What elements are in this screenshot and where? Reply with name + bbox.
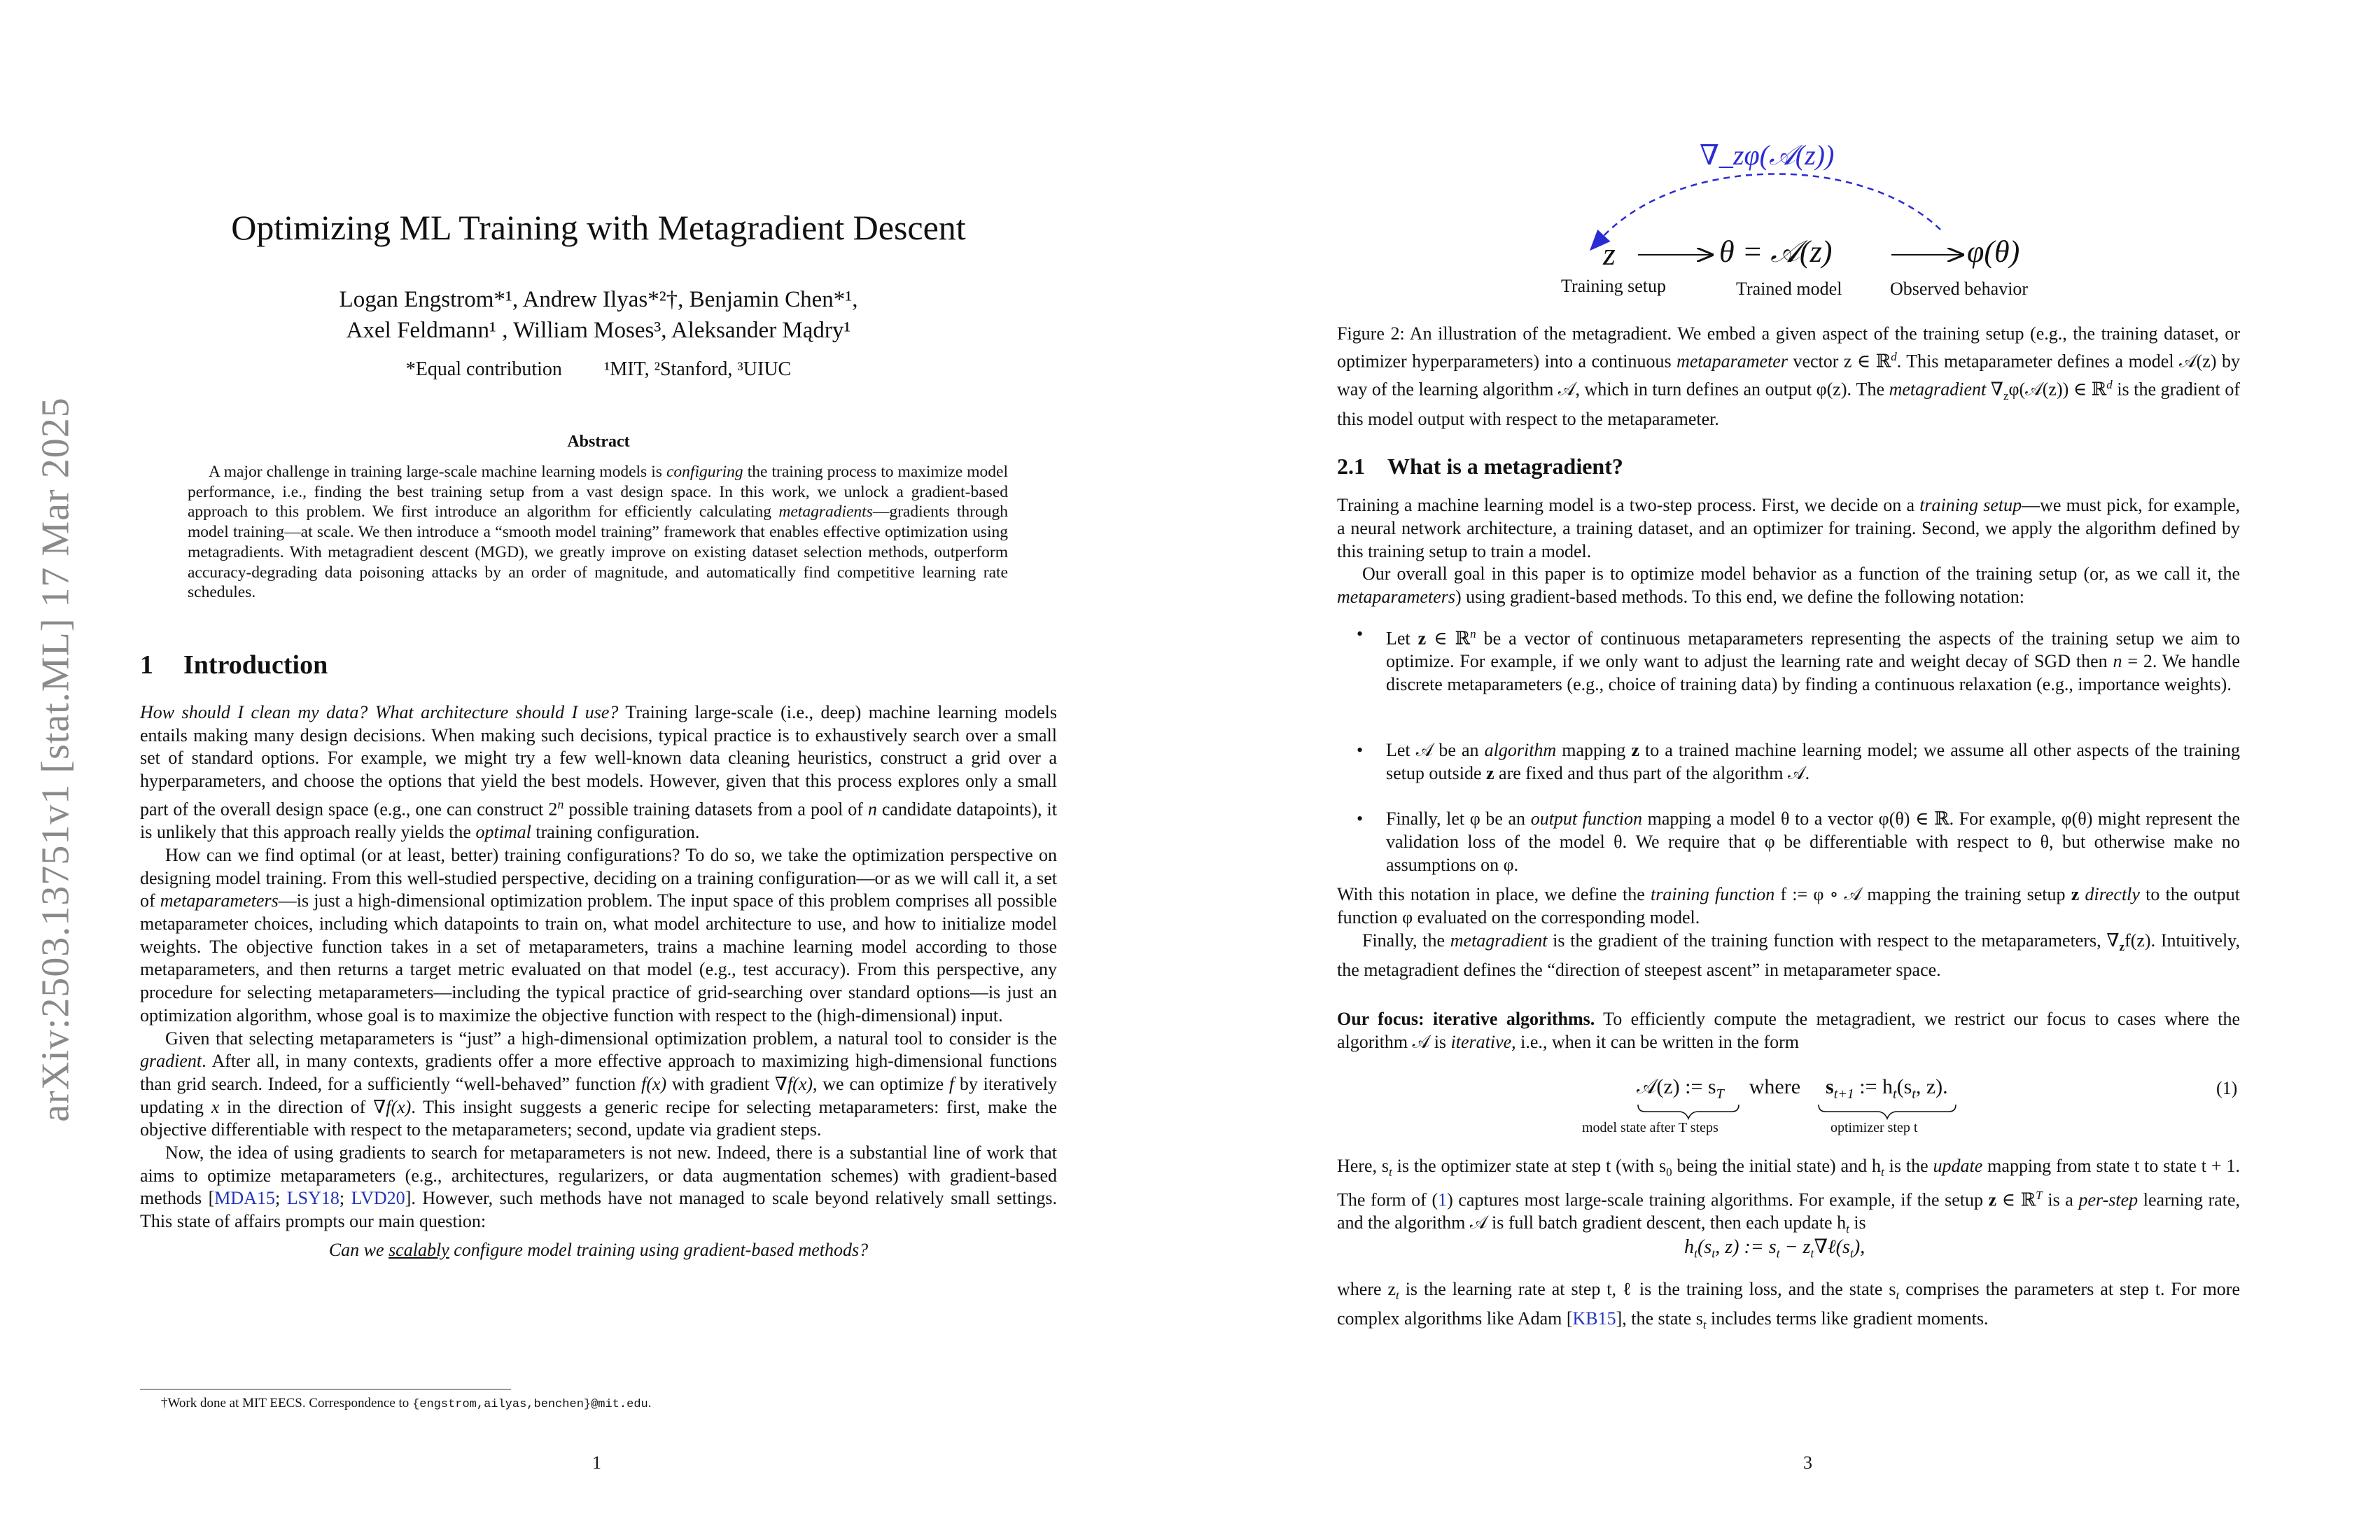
abstract-heading: Abstract [567,433,630,451]
underbrace-label-optimizer-step: optimizer step t [1830,1120,1918,1135]
paragraph: Our focus: iterative algorithms. To efficiently compute the metagradient, we restrict our focus to cases where the algorithm 𝒜 is iterative, i.e., when it can be written in the form [1337,1009,2240,1052]
underbrace-label-model-state: model state after T steps [1582,1120,1718,1135]
z-node: z [1603,236,1616,272]
abstract-body: A major challenge in training large-scale machine learning models is configuring the training process to maximize model performance, i.e., finding the best training setup from a vast design space. In this work, we unlock a gradient-based approach to this problem. We first introduce an algorithm for efficiently calculating metagradients—gradients through model training—at scale. We then introduce a “smooth model training” framework that enables effective optimization using metagradients. With metagradient descent (MGD), we greatly improve on existing dataset selection methods, outperform accuracy-degrading data poisoning attacks by an order of magnitude, and automatically find competitive learning rate schedules. [188,463,1009,602]
affiliations: ¹MIT, ²Stanford, ³UIUC [603,358,792,380]
paper-title: Optimizing ML Training with Metagradient Descent [231,208,966,247]
list-item: • Let 𝒜 be an algorithm mapping z to a trained machine learning model; we assume all other aspects of the training setup outside z are fixed and thus part of the algorithm 𝒜. [1357,740,2240,783]
paragraph: How can we find optimal (or at least, better) training configurations? To do so, we take the optimization perspective on designing model training. From this well-studied perspective, deciding on a training configuration—or as we will call it, a set of metaparameters—is just a high-dimensional optimization problem. The input space of this problem comprises all possible metaparameter choices, including which datapoints to train on, what model architecture to use, and how to initialize model weights. The objective function takes in a set of metaparameters, trains a machine learning model according to those metaparameters, and then returns a target metric evaluated on that model (e.g., test accuracy). From this perspective, any procedure for selecting metaparameters—including the typical practice of grid-searching over standard options—is just an optimization algorithm, whose goal is to maximize the objective function with respect to the (high-dimensional) input. [140,844,1057,1026]
citation-link[interactable]: KB15 [1572,1308,1616,1329]
page-3 [1190,0,2380,1540]
metagradient-label: ∇_zφ(𝒜(z)) [1700,139,1835,171]
subsection-heading: 2.1 What is a metagradient? [1337,454,1623,479]
update-rule-body [1337,1155,2240,1241]
equation-1: 𝒜(z) := $s_T$ where $s_{t+1}$ := $h_t(s_t$, z). [1637,1075,1948,1102]
authors-line-1: Logan Engstrom*¹, Andrew Ilyas*²†, Benjamin Chen*¹, [339,287,858,312]
list-item: • Let z ∈ ℝ$^n$ be a vector of continuous metaparameters representing the aspects of the training setup we aim to optimize. For example, if we only want to adjust the learning rate and weight decay of SGD then n = 2. We handle discrete metaparameters (e.g., choice of training data) by finding a continuous relaxation (e.g., importance weights). [1357,624,2240,695]
main-question: Can we scalably configure model training using gradient-based methods? [328,1239,869,1260]
training-function-body [1337,883,2240,981]
list-item: • Finally, let φ be an output function mapping a model θ to a vector φ(θ) ∈ ℝ. For example, φ(θ) might represent the validation loss of the model θ. We require that φ be differentiable with respect to θ, but otherwise make no assumptions on φ. [1357,808,2240,875]
author-list [140,284,1057,346]
page-number: 3 [1803,1452,1812,1473]
footnote: †Work done at MIT EECS. Correspondence to {engstrom,ailyas,benchen}@mit.edu. [161,1396,652,1411]
equal-contribution-note: *Equal contribution [405,358,562,380]
paragraph: Training a machine learning model is a two-step process. First, we decide on a training setup—we must pick, for example, a neural network architecture, a training dataset, and an optimizer for training. Second, we apply the algorithm defined by this training setup to train a model. [1337,495,2240,561]
paragraph: With this notation in place, we define the training function f := φ ∘ 𝒜 mapping the training setup z directly to the output function φ evaluated on the corresponding model. [1337,884,2241,927]
affiliations-line [140,358,1057,381]
label-trained-model: Trained model [1736,279,1842,299]
citation-link[interactable]: LSY18 [286,1188,340,1209]
paragraph: Given that selecting metaparameters is “just” a high-dimensional optimization problem, a natural tool to consider is the gradient. After all, in many contexts, gradients offer a more effective approach to maximizing high-dimensional functions than grid search. Indeed, for a sufficiently “well-behaved” function f(x) with gradient ∇f(x), we can optimize f by iteratively updating x in the direction of ∇f(x). This insight suggests a generic recipe for selecting metaparameters: first, make the objective differentiable with respect to the metaparameters; second, update via gradient steps. [140,1028,1058,1140]
label-training-setup: Training setup [1561,276,1666,296]
label-observed-behavior: Observed behavior [1890,279,2029,299]
trained-model-node: θ = 𝒜(z) [1719,234,1833,269]
paragraph: Finally, the metagradient is the gradient of the training function with respect to the metaparameters, $\nabla_zf(z)$. Intuitively, the metagradient defines the “direction of steepest ascent” in metaparameter space. [1337,930,2240,980]
metagradient-dashed-arc [1602,174,1940,238]
page-number: 1 [592,1452,601,1473]
paragraph-heading: Our focus: iterative algorithms. [1337,1009,1595,1029]
iterative-algorithms-body [1337,1008,2240,1054]
section-heading-introduction: 1 Introduction [140,650,328,680]
paragraph: Our overall goal in this paper is to optimize model behavior as a function of the training setup (or, as we call it, the metaparameters) using gradient-based methods. To this end, we define the following notation: [1337,564,2240,608]
citation-link[interactable]: LVD20 [351,1188,405,1209]
email-address: {engstrom,ailyas,benchen}@mit.edu [412,1398,648,1411]
equation-reference-link[interactable]: 1 [1438,1189,1448,1210]
introduction-body [140,701,1057,1262]
paragraph: Now, the idea of using gradients to search for metaparameters is not new. Indeed, there is a substantial line of work that aims to optimize metaparameters (e.g., architectures, regularizers, or data augmentation schemes) with gradient-based methods [MDA15; LSY18; LVD20]. However, such methods have not managed to scale beyond relatively small settings. This state of affairs prompts our main question: [140,1142,1058,1232]
equation-gradient-descent-update: $h_t(s_t$, z) := $s_t$ − $z_t\nabla\ell(s_t)$, [1684,1236,1865,1261]
footnote-rule [140,1389,511,1390]
paragraph: How should I clean my data? What architecture should I use? Training large-scale (i.e., deep) machine learning models entails making many design decisions. When making such decisions, typical practice is to exhaustively search over a small set of standard options. For example, we might try a few well-known data cleaning heuristics, construct a grid over a hyperparameters, and choose the options that yield the best models. However, given that this process explores only a small part of the overall design space (e.g., one can construct 2$^n$ possible training datasets from a pool of n candidate datapoints), it is unlikely that this approach really yields the optimal training configuration. [140,702,1058,843]
subsection-body-intro [1337,494,2240,609]
equation-number: (1) [2216,1078,2238,1098]
arxiv-id: arXiv:2503.13751v1 [stat.ML] 17 Mar 2025 [34,397,78,1122]
paragraph: where $z_t$ is the learning rate at step t, ℓ is the training loss, and the state $s_t$ comprises the parameters at step t. For more complex algorithms like Adam [KB15], the state $s_t$ includes terms like gradient moments. [1337,1279,2241,1332]
authors-line-2: Axel Feldmann¹ , William Moses³, Aleksander Mądry¹ [346,318,851,343]
figure-caption: Figure 2: An illustration of the metagradient. We embed a given aspect of the training setup (e.g., the training dataset, or optimizer hyperparameters) into a continuous metaparameter vector z ∈ ℝ$^d$. This metaparameter defines a model 𝒜(z) by way of the learning algorithm 𝒜, which in turn defines an output φ(z). The metagradient $\nabla_z\varphi(𝒜(z))$ ∈ ℝ$^d$ is the gradient of this model output with respect to the metaparameter. [1337,323,2240,429]
state-description-body [1337,1278,2240,1337]
paragraph: Here, $s_t$ is the optimizer state at step t (with $s_0$ being the initial state) and $h_t$ is the update mapping from state t to state t + 1. The form of (1) captures most large-scale training algorithms. For example, if the setup z ∈ ℝ$^T$ is a per-step learning rate, and the algorithm 𝒜 is full batch gradient descent, then each update $h_t$ is [1337,1156,2241,1236]
citation-link[interactable]: MDA15 [214,1188,275,1209]
phi-node: φ(θ) [1967,234,2020,269]
